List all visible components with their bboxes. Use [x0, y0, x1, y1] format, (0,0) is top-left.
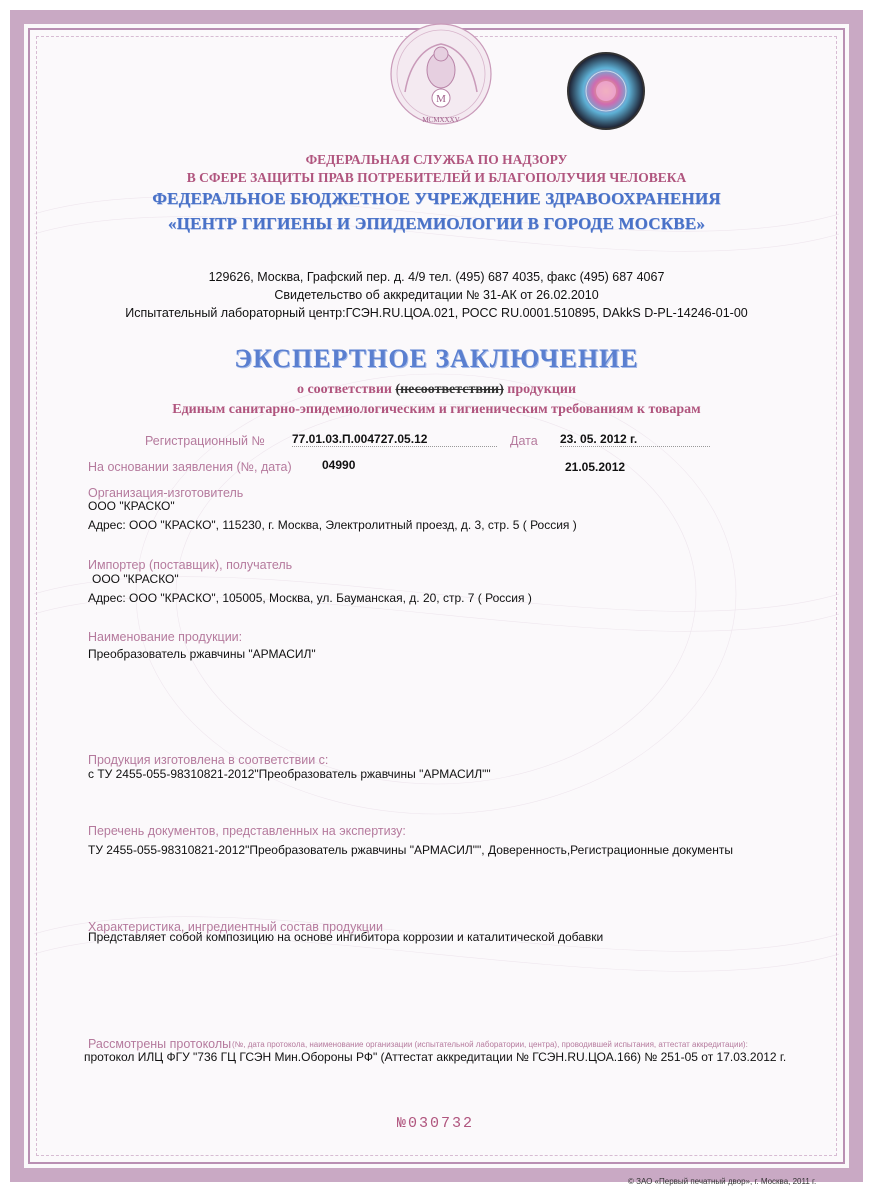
- document-subtitle-line-2: Единым санитарно-эпидемиологическим и гигиеническим требованиям к товарам: [172, 402, 701, 417]
- manufacturer-name: ООО "КРАСКО": [88, 499, 175, 513]
- registration-label: Регистрационный №: [145, 434, 265, 448]
- accreditation-certificate: Свидетельство об аккредитации № 31-АК от 26.02.2010: [274, 288, 599, 302]
- institution-line-1: ФЕДЕРАЛЬНОЕ БЮДЖЕТНОЕ УЧРЕЖДЕНИЕ ЗДРАВООХРАНЕНИЯ: [152, 189, 721, 208]
- importer-name: ООО "КРАСКО": [92, 572, 179, 586]
- date-label: Дата: [510, 434, 538, 448]
- subtitle-prefix: о соответствии: [296, 382, 392, 397]
- hologram-sticker: [565, 50, 647, 132]
- emblem-year: MCMXXXV: [422, 116, 460, 124]
- product-value: Преобразователь ржавчины "АРМАСИЛ": [88, 647, 316, 661]
- application-date: 21.05.2012: [565, 460, 626, 474]
- documents-value: ТУ 2455-055-98310821-2012"Преобразователь ржавчины "АРМАСИЛ"", Доверенность,Регистрационные документы: [88, 843, 733, 857]
- application-label: На основании заявления (№, дата): [88, 460, 292, 474]
- registration-number: 77.01.03.П.004727.05.12: [292, 432, 497, 447]
- protocols-label: Рассмотрены протоколы: [88, 1037, 232, 1051]
- protocols-value: протокол ИЛЦ ФГУ "736 ГЦ ГСЭН Мин.Обороны РФ" (Аттестат аккредитации № ГСЭН.RU.ЦОА.166) № 251-05 от 17.03.2012 г.: [84, 1050, 787, 1064]
- documents-label: Перечень документов, представленных на экспертизу:: [88, 824, 406, 838]
- document-title: ЭКСПЕРТНОЕ ЗАКЛЮЧЕНИЕ: [234, 344, 639, 373]
- manufacturer-label: Организация-изготовитель: [88, 486, 244, 500]
- standard-label: Продукция изготовлена в соответствии с:: [88, 753, 329, 767]
- subtitle-suffix: продукции: [507, 382, 577, 397]
- institution-line-2: «ЦЕНТР ГИГИЕНЫ И ЭПИДЕМИОЛОГИИ В ГОРОДЕ МОСКВЕ»: [167, 214, 706, 233]
- importer-label: Импортер (поставщик), получатель: [88, 558, 293, 572]
- composition-label: Характеристика, ингредиентный состав продукции: [88, 920, 383, 934]
- date-value: 23. 05. 2012 г.: [560, 432, 710, 447]
- agency-line-2: В СФЕРЕ ЗАЩИТЫ ПРАВ ПОТРЕБИТЕЛЕЙ И БЛАГОПОЛУЧИЯ ЧЕЛОВЕКА: [186, 170, 687, 185]
- standard-value: с ТУ 2455-055-98310821-2012"Преобразователь ржавчины "АРМАСИЛ"": [88, 767, 491, 781]
- lab-accreditation: Испытательный лабораторный центр:ГСЭН.RU.ЦОА.021, РОСС RU.0001.510895, DAkkS D-PL-14246-01-00: [125, 306, 748, 320]
- subtitle-struck: (несоответствии): [395, 382, 504, 397]
- composition-value: Представляет собой композицию на основе ингибитора коррозии и каталитической добавки: [88, 930, 604, 944]
- form-serial-number: №030732: [397, 1115, 475, 1132]
- protocols-hint: (№, дата протокола, наименование организации (испытательной лаборатории, центра), проводившей испытания, аттестат аккредитации):: [232, 1040, 748, 1049]
- product-label: Наименование продукции:: [88, 630, 243, 644]
- document-subtitle: [0, 382, 873, 398]
- manufacturer-address: Адрес: ООО "КРАСКО", 115230, г. Москва, Электролитный проезд, д. 3, стр. 5 ( Россия ): [88, 518, 577, 532]
- printer-credit: © ЗАО «Первый печатный двор», г. Москва, 2011 г.: [628, 1177, 817, 1186]
- rospotrebnadzor-emblem: [385, 22, 497, 130]
- institution-address: 129626, Москва, Графский пер. д. 4/9 тел. (495) 687 4035, факс (495) 687 4067: [208, 270, 665, 284]
- emblem-letter: M: [436, 93, 446, 105]
- agency-line-1: ФЕДЕРАЛЬНАЯ СЛУЖБА ПО НАДЗОРУ: [305, 152, 568, 167]
- importer-address: Адрес: ООО "КРАСКО", 105005, Москва, ул. Бауманская, д. 20, стр. 7 ( Россия ): [88, 591, 532, 605]
- application-number: 04990: [322, 458, 356, 472]
